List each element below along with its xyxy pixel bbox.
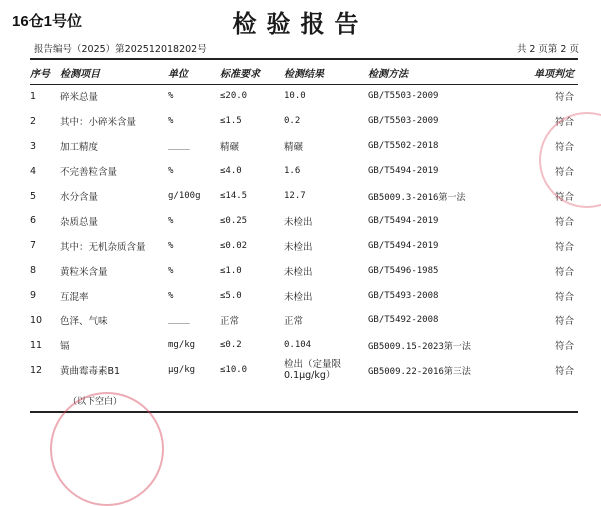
cell-no: 8 xyxy=(30,265,37,277)
cell-method: GB/T5503-2009 xyxy=(368,91,439,102)
table-row xyxy=(30,208,578,233)
cell-result: 精碾 xyxy=(284,142,304,154)
table-row xyxy=(30,159,578,184)
cell-unit: μg/kg xyxy=(168,365,196,376)
cell-requirement: ≤4.0 xyxy=(220,166,242,177)
report-title: 检验报告 xyxy=(232,9,369,38)
cell-verdict: 符合 xyxy=(554,241,574,253)
cell-item: 杂质总量 xyxy=(60,216,99,228)
table-header-row xyxy=(30,60,578,84)
cell-result: 12.7 xyxy=(284,191,306,201)
cell-result: 检出（定量限0.1μg/kg） xyxy=(284,359,342,382)
cell-item: 碎米总量 xyxy=(60,92,99,104)
cell-no: 12 xyxy=(30,364,43,376)
cell-unit: % xyxy=(168,166,174,177)
cell-requirement: ≤1.5 xyxy=(220,116,242,127)
cell-no: 2 xyxy=(30,115,37,127)
cell-result: 正常 xyxy=(284,316,304,328)
cell-item: 黄曲霉毒素B1 xyxy=(60,366,121,378)
cell-item: 其中：小碎米含量 xyxy=(60,117,137,129)
table-row xyxy=(30,109,578,134)
cell-no: 6 xyxy=(30,215,37,227)
table-row xyxy=(30,333,578,358)
cell-item: 不完善粒含量 xyxy=(60,167,118,179)
cell-verdict: 符合 xyxy=(554,366,574,378)
cell-verdict: 符合 xyxy=(554,266,574,278)
col-header-item: 检测项目 xyxy=(60,68,100,80)
cell-method: GB5009.15-2023第一法 xyxy=(368,341,471,352)
col-header-verdict: 单项判定 xyxy=(534,68,574,80)
cell-method: GB/T5492-2008 xyxy=(368,315,439,326)
cell-method: GB/T5494-2019 xyxy=(368,215,439,226)
cell-result: 未检出 xyxy=(284,266,313,278)
official-seal-stamp xyxy=(50,392,164,506)
cell-unit: % xyxy=(168,290,174,301)
table-row xyxy=(30,84,578,109)
cell-requirement: ≤20.0 xyxy=(220,91,248,102)
cell-requirement: ≤0.25 xyxy=(220,215,248,226)
end-of-table-note: （以下空白） xyxy=(68,397,123,407)
table-row xyxy=(30,258,578,283)
cell-requirement: ≤10.0 xyxy=(220,365,248,376)
cell-item: 镉 xyxy=(60,341,70,353)
cell-verdict: 符合 xyxy=(554,92,574,104)
cell-result: 未检出 xyxy=(284,241,313,253)
cell-unit: mg/kg xyxy=(168,340,196,351)
cell-requirement: ≤0.2 xyxy=(220,340,242,351)
table-row xyxy=(30,233,578,258)
cell-method: GB5009.22-2016第三法 xyxy=(368,366,471,377)
cell-verdict: 符合 xyxy=(554,142,574,154)
cell-item: 色泽、气味 xyxy=(60,316,108,328)
cell-requirement: 正常 xyxy=(220,316,240,328)
cell-result: 10.0 xyxy=(284,91,306,102)
cell-requirement: ≤0.02 xyxy=(220,240,248,251)
cell-item: 水分含量 xyxy=(60,192,99,203)
cell-item: 互混率 xyxy=(60,291,89,303)
cell-unit: % xyxy=(168,116,174,127)
cell-requirement: ≤14.5 xyxy=(220,191,248,201)
col-header-method: 检测方法 xyxy=(368,68,408,80)
cell-requirement: ≤5.0 xyxy=(220,290,242,301)
report-number: 报告编号（2025）第202512018202号 xyxy=(34,44,207,55)
cell-verdict: 符合 xyxy=(554,291,574,303)
cell-unit: % xyxy=(168,91,174,102)
cell-method: GB/T5494-2019 xyxy=(368,240,439,251)
cell-unit: ____ xyxy=(168,315,190,326)
cell-item: 加工精度 xyxy=(60,142,99,154)
cell-method: GB/T5493-2008 xyxy=(368,290,439,301)
col-header-result: 检测结果 xyxy=(284,68,324,80)
col-header-no: 序号 xyxy=(30,68,50,80)
cell-requirement: ≤1.0 xyxy=(220,265,242,276)
table-row xyxy=(30,358,578,383)
page-indicator: 共 2 页第 2 页 xyxy=(516,44,579,55)
cell-no: 1 xyxy=(30,90,37,102)
table-row xyxy=(30,134,578,159)
cell-method: GB/T5502-2018 xyxy=(368,141,439,152)
results-table xyxy=(30,60,578,383)
table-row xyxy=(30,308,578,333)
cell-verdict: 符合 xyxy=(554,167,574,179)
cell-unit: % xyxy=(168,265,174,276)
cell-requirement: 精碾 xyxy=(220,142,240,154)
cell-item: 黄粒米含量 xyxy=(60,266,108,278)
cell-result: 0.104 xyxy=(284,340,312,351)
col-header-requirement: 标准要求 xyxy=(220,68,260,80)
cell-result: 1.6 xyxy=(284,166,301,177)
cell-unit: % xyxy=(168,215,174,226)
cell-verdict: 符合 xyxy=(554,192,574,203)
cell-verdict: 符合 xyxy=(554,216,574,228)
cell-item: 其中：无机杂质含量 xyxy=(60,241,146,253)
cell-verdict: 符合 xyxy=(554,117,574,129)
cell-unit: % xyxy=(168,240,174,251)
cell-no: 7 xyxy=(30,240,37,252)
cell-verdict: 符合 xyxy=(554,316,574,328)
cell-method: GB/T5494-2019 xyxy=(368,166,439,177)
cell-verdict: 符合 xyxy=(554,341,574,353)
cell-no: 3 xyxy=(30,140,37,152)
cell-result: 0.2 xyxy=(284,116,301,127)
cell-result: 未检出 xyxy=(284,291,313,303)
cell-unit: g/100g xyxy=(168,191,201,201)
cell-no: 10 xyxy=(30,314,43,326)
table-row xyxy=(30,184,578,209)
table-row xyxy=(30,283,578,308)
col-header-unit: 单位 xyxy=(168,68,188,80)
cell-result: 未检出 xyxy=(284,216,313,228)
cell-no: 4 xyxy=(30,165,37,177)
cell-no: 9 xyxy=(30,290,37,302)
cell-method: GB5009.3-2016第一法 xyxy=(368,192,466,203)
cell-method: GB/T5496-1985 xyxy=(368,265,439,276)
cell-no: 11 xyxy=(30,339,43,351)
cell-method: GB/T5503-2009 xyxy=(368,116,439,127)
corner-label: 16仓1号位 xyxy=(12,13,83,30)
cell-no: 5 xyxy=(30,190,37,202)
cell-unit: ____ xyxy=(168,141,190,152)
